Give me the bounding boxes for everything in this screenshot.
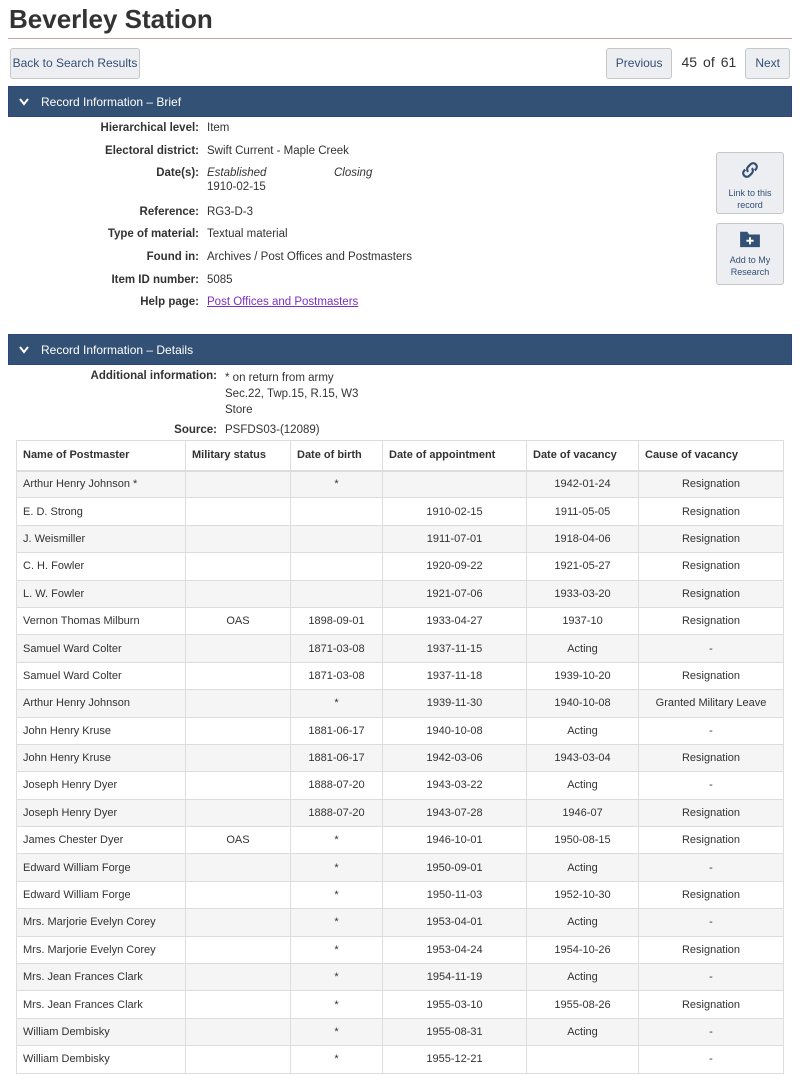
- table-row: [17, 662, 784, 689]
- table-cell: Joseph Henry Dyer: [17, 799, 186, 826]
- field-value: Swift Current - Maple Creek: [207, 145, 349, 157]
- table-cell: 1955-08-26: [527, 991, 639, 1018]
- field-value: 5085: [207, 274, 233, 286]
- link-label: Link to this: [728, 188, 772, 198]
- chevron-down-icon: [19, 336, 33, 367]
- next-button[interactable]: Next: [745, 48, 790, 79]
- table-cell: Edward William Forge: [17, 854, 186, 881]
- add-label: Research: [730, 267, 770, 277]
- table-cell: [186, 964, 291, 991]
- table-cell: [186, 1018, 291, 1045]
- table-cell: [186, 1046, 291, 1073]
- table-cell: 1943-03-04: [527, 744, 639, 771]
- details-section-header[interactable]: [8, 334, 792, 365]
- table-cell: *: [291, 690, 383, 717]
- table-cell: Mrs. Marjorie Evelyn Corey: [17, 936, 186, 963]
- table-cell: 1881-06-17: [291, 717, 383, 744]
- electoral-district-row: [8, 145, 349, 157]
- field-value: RG3-D-3: [207, 206, 254, 218]
- help-page-link[interactable]: Post Offices and Postmasters: [207, 296, 359, 308]
- table-cell: [186, 991, 291, 1018]
- table-cell: 1933-04-27: [383, 607, 527, 634]
- table-cell: OAS: [186, 827, 291, 854]
- table-cell: *: [291, 854, 383, 881]
- table-cell: Acting: [527, 772, 639, 799]
- table-cell: Mrs. Jean Frances Clark: [17, 964, 186, 991]
- table-cell: [291, 553, 383, 580]
- table-row: [17, 717, 784, 744]
- table-cell: [186, 525, 291, 552]
- closing-label: Closing: [334, 167, 373, 179]
- field-value: Archives / Post Offices and Postmasters: [207, 251, 412, 263]
- established-label: Established: [207, 167, 267, 179]
- table-cell: -: [639, 964, 784, 991]
- table-cell: [186, 580, 291, 607]
- link-label: record: [737, 200, 763, 210]
- table-cell: *: [291, 936, 383, 963]
- table-cell: 1955-08-31: [383, 1018, 527, 1045]
- table-cell: [186, 717, 291, 744]
- table-body: [17, 471, 784, 1074]
- table-cell: Resignation: [639, 881, 784, 908]
- table-cell: [186, 799, 291, 826]
- table-cell: 1946-07: [527, 799, 639, 826]
- table-cell: [186, 772, 291, 799]
- table-cell: -: [639, 717, 784, 744]
- table-cell: Resignation: [639, 936, 784, 963]
- item-id-row: [8, 274, 233, 286]
- table-cell: Acting: [527, 964, 639, 991]
- table-cell: 1955-12-21: [383, 1046, 527, 1073]
- table-cell: Joseph Henry Dyer: [17, 772, 186, 799]
- field-value: Item: [207, 122, 230, 134]
- navigation-bar: [8, 48, 792, 86]
- table-cell: [186, 854, 291, 881]
- record-counter: [672, 54, 745, 70]
- table-cell: [186, 744, 291, 771]
- table-cell: [186, 690, 291, 717]
- info-line: Store: [225, 404, 253, 416]
- column-header: Cause of vacancy: [639, 441, 784, 471]
- table-cell: 1942-03-06: [383, 744, 527, 771]
- table-cell: J. Weismiller: [17, 525, 186, 552]
- table-cell: *: [291, 881, 383, 908]
- dates-row: [8, 167, 372, 193]
- table-cell: 1950-09-01: [383, 854, 527, 881]
- table-row: [17, 690, 784, 717]
- table-row: [17, 498, 784, 525]
- additional-info-row: [8, 370, 358, 418]
- table-cell: -: [639, 854, 784, 881]
- table-cell: 1940-10-08: [527, 690, 639, 717]
- previous-button[interactable]: Previous: [606, 48, 673, 79]
- table-cell: 1898-09-01: [291, 607, 383, 634]
- table-row: [17, 1018, 784, 1045]
- table-cell: Resignation: [639, 525, 784, 552]
- brief-section: [8, 117, 792, 334]
- table-cell: *: [291, 471, 383, 498]
- table-cell: 1953-04-01: [383, 909, 527, 936]
- table-row: [17, 580, 784, 607]
- table-cell: Resignation: [639, 553, 784, 580]
- table-cell: Acting: [527, 1018, 639, 1045]
- total-records: 61: [720, 53, 737, 70]
- table-cell: E. D. Strong: [17, 498, 186, 525]
- table-cell: [186, 553, 291, 580]
- dates-value: [207, 167, 372, 193]
- table-cell: Resignation: [639, 662, 784, 689]
- field-label: Additional information:: [90, 370, 217, 382]
- source-row: [8, 424, 320, 436]
- table-cell: OAS: [186, 607, 291, 634]
- table-cell: 1920-09-22: [383, 553, 527, 580]
- table-cell: James Chester Dyer: [17, 827, 186, 854]
- table-cell: 1950-08-15: [527, 827, 639, 854]
- table-cell: 1954-10-26: [527, 936, 639, 963]
- table-cell: -: [639, 635, 784, 662]
- table-cell: C. H. Fowler: [17, 553, 186, 580]
- table-cell: 1939-11-30: [383, 690, 527, 717]
- table-row: [17, 607, 784, 634]
- table-cell: Resignation: [639, 991, 784, 1018]
- field-label: Date(s):: [156, 167, 199, 179]
- table-cell: John Henry Kruse: [17, 744, 186, 771]
- table-row: [17, 827, 784, 854]
- table-row: [17, 471, 784, 498]
- table-cell: 1940-10-08: [383, 717, 527, 744]
- table-row: [17, 964, 784, 991]
- table-cell: Acting: [527, 909, 639, 936]
- table-cell: [291, 498, 383, 525]
- table-row: [17, 881, 784, 908]
- field-label: Type of material:: [107, 228, 199, 240]
- table-cell: John Henry Kruse: [17, 717, 186, 744]
- table-cell: [186, 881, 291, 908]
- add-label: Add to My: [729, 255, 771, 265]
- found-in-row: [8, 251, 412, 263]
- table-cell: *: [291, 827, 383, 854]
- brief-header-label: Record Information – Brief: [41, 95, 182, 109]
- folder-plus-icon: [717, 230, 783, 251]
- table-cell: Arthur Henry Johnson *: [17, 471, 186, 498]
- page-title: Beverley Station: [8, 0, 792, 39]
- table-cell: 1952-10-30: [527, 881, 639, 908]
- of-label: of: [703, 53, 715, 70]
- table-cell: [186, 936, 291, 963]
- table-cell: 1943-07-28: [383, 799, 527, 826]
- table-cell: [291, 525, 383, 552]
- table-cell: 1888-07-20: [291, 799, 383, 826]
- hierarchical-level-row: [8, 122, 229, 134]
- table-row: [17, 854, 784, 881]
- table-cell: 1955-03-10: [383, 991, 527, 1018]
- table-cell: [527, 1046, 639, 1073]
- table-row: [17, 991, 784, 1018]
- table-cell: 1888-07-20: [291, 772, 383, 799]
- table-cell: Resignation: [639, 580, 784, 607]
- table-cell: 1953-04-24: [383, 936, 527, 963]
- table-cell: *: [291, 909, 383, 936]
- table-cell: L. W. Fowler: [17, 580, 186, 607]
- table-cell: [186, 471, 291, 498]
- table-cell: 1942-01-24: [527, 471, 639, 498]
- table-row: [17, 744, 784, 771]
- table-cell: Mrs. Jean Frances Clark: [17, 991, 186, 1018]
- table-cell: 1910-02-15: [383, 498, 527, 525]
- table-cell: 1911-05-05: [527, 498, 639, 525]
- table-row: [17, 909, 784, 936]
- table-cell: 1918-04-06: [527, 525, 639, 552]
- table-cell: 1937-10: [527, 607, 639, 634]
- field-label: Reference:: [139, 206, 199, 218]
- table-header-row: [17, 441, 784, 471]
- details-header-label: Record Information – Details: [41, 343, 194, 357]
- table-cell: [291, 580, 383, 607]
- column-header: Name of Postmaster: [17, 441, 186, 471]
- table-cell: -: [639, 1046, 784, 1073]
- table-cell: 1937-11-15: [383, 635, 527, 662]
- table-cell: -: [639, 1018, 784, 1045]
- table-row: [17, 772, 784, 799]
- additional-info-value: [225, 370, 358, 418]
- table-cell: Arthur Henry Johnson: [17, 690, 186, 717]
- table-cell: Acting: [527, 854, 639, 881]
- table-cell: Vernon Thomas Milburn: [17, 607, 186, 634]
- field-value: Textual material: [207, 228, 288, 240]
- table-cell: *: [291, 1018, 383, 1045]
- table-row: [17, 1046, 784, 1073]
- table-cell: Resignation: [639, 827, 784, 854]
- table-cell: *: [291, 964, 383, 991]
- established-date: 1910-02-15: [207, 181, 266, 193]
- table-cell: 1921-07-06: [383, 580, 527, 607]
- table-cell: 1950-11-03: [383, 881, 527, 908]
- table-cell: Resignation: [639, 471, 784, 498]
- table-cell: William Dembisky: [17, 1046, 186, 1073]
- table-cell: 1954-11-19: [383, 964, 527, 991]
- table-cell: [186, 662, 291, 689]
- table-row: [17, 936, 784, 963]
- table-cell: [383, 471, 527, 498]
- table-cell: 1937-11-18: [383, 662, 527, 689]
- details-section: [8, 365, 792, 445]
- table-cell: 1881-06-17: [291, 744, 383, 771]
- table-cell: 1871-03-08: [291, 662, 383, 689]
- table-cell: 1943-03-22: [383, 772, 527, 799]
- field-label: Item ID number:: [111, 274, 199, 286]
- table-row: [17, 635, 784, 662]
- table-cell: William Dembisky: [17, 1018, 186, 1045]
- table-cell: 1871-03-08: [291, 635, 383, 662]
- field-label: Hierarchical level:: [100, 122, 199, 134]
- field-label: Found in:: [146, 251, 199, 263]
- table-cell: -: [639, 909, 784, 936]
- table-row: [17, 525, 784, 552]
- table-cell: Resignation: [639, 744, 784, 771]
- table-cell: [186, 498, 291, 525]
- table-cell: Mrs. Marjorie Evelyn Corey: [17, 909, 186, 936]
- table-cell: 1921-05-27: [527, 553, 639, 580]
- column-header: Military status: [186, 441, 291, 471]
- field-label: Help page:: [140, 296, 199, 308]
- table-cell: Edward William Forge: [17, 881, 186, 908]
- info-line: * on return from army: [225, 372, 334, 384]
- table-cell: Acting: [527, 635, 639, 662]
- chevron-down-icon: [19, 88, 33, 119]
- help-page-row: [8, 296, 358, 308]
- back-to-search-button[interactable]: Back to Search Results: [10, 48, 140, 79]
- column-header: Date of vacancy: [527, 441, 639, 471]
- table-row: [17, 799, 784, 826]
- table-cell: 1911-07-01: [383, 525, 527, 552]
- info-line: Sec.22, Twp.15, R.15, W3: [225, 388, 359, 400]
- table-cell: Resignation: [639, 799, 784, 826]
- column-header: Date of appointment: [383, 441, 527, 471]
- table-cell: Samuel Ward Colter: [17, 662, 186, 689]
- table-cell: Samuel Ward Colter: [17, 635, 186, 662]
- field-value: PSFDS03-(12089): [225, 424, 320, 436]
- table-cell: Acting: [527, 717, 639, 744]
- link-to-record-button[interactable]: [716, 152, 784, 214]
- pager: [606, 48, 790, 79]
- field-label: Electoral district:: [105, 145, 199, 157]
- table-cell: 1933-03-20: [527, 580, 639, 607]
- current-record: 45: [681, 53, 698, 70]
- reference-row: [8, 206, 253, 218]
- field-label: Source:: [174, 424, 217, 436]
- table-cell: -: [639, 772, 784, 799]
- table-cell: *: [291, 1046, 383, 1073]
- table-cell: 1939-10-20: [527, 662, 639, 689]
- postmaster-table: [16, 440, 784, 1074]
- table-cell: [186, 635, 291, 662]
- table-cell: 1946-10-01: [383, 827, 527, 854]
- table-cell: Resignation: [639, 607, 784, 634]
- table-cell: Resignation: [639, 498, 784, 525]
- table-row: [17, 553, 784, 580]
- table-cell: [186, 909, 291, 936]
- column-header: Date of birth: [291, 441, 383, 471]
- type-of-material-row: [8, 228, 288, 240]
- add-to-research-button[interactable]: [716, 223, 784, 285]
- brief-section-header[interactable]: [8, 86, 792, 117]
- table-cell: Granted Military Leave: [639, 690, 784, 717]
- table-cell: *: [291, 991, 383, 1018]
- link-icon: [717, 159, 783, 184]
